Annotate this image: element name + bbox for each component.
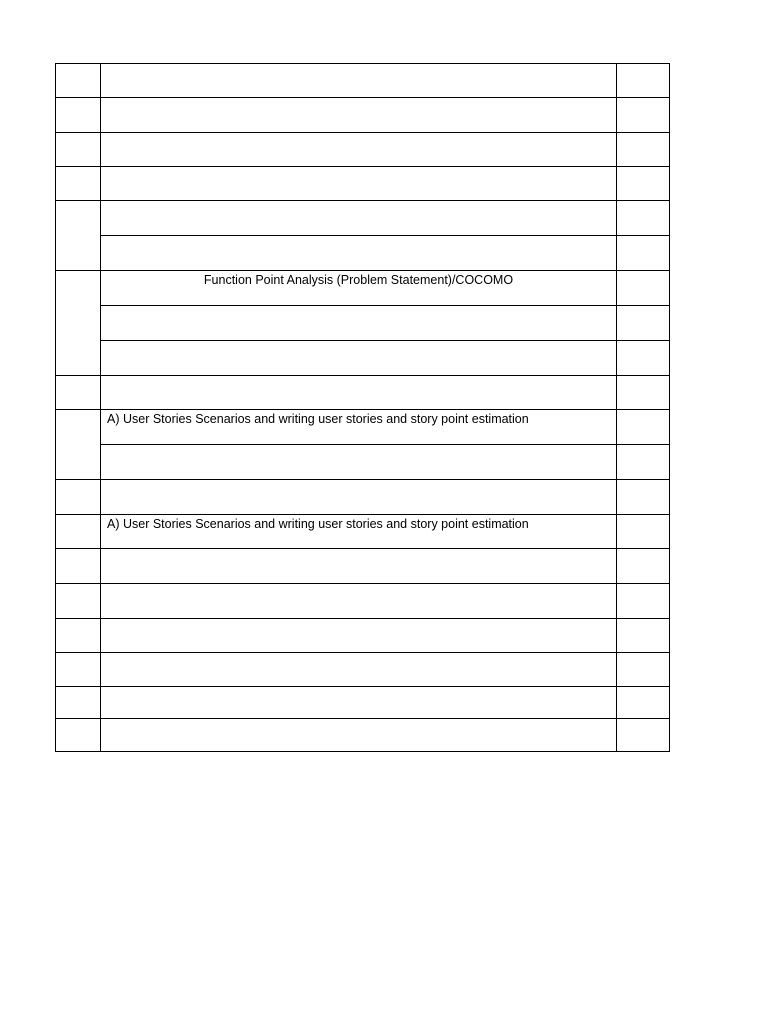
mark-cell [616, 305, 670, 341]
title-cell [100, 618, 617, 653]
title-cell [100, 444, 617, 480]
index-cell [55, 686, 101, 719]
title-cell [100, 718, 617, 752]
title-cell [100, 548, 617, 584]
index-cell [55, 548, 101, 584]
title-cell [100, 479, 617, 515]
mark-cell [616, 583, 670, 619]
mark-cell [616, 479, 670, 515]
index-cell [55, 132, 101, 167]
row-title-text: A) User Stories Scenarios and writing user stories and story point estimation [107, 517, 529, 531]
title-cell [100, 409, 617, 445]
title-cell [100, 63, 617, 98]
mark-cell [616, 166, 670, 201]
index-cell [55, 718, 101, 752]
mark-cell [616, 718, 670, 752]
index-cell [55, 618, 101, 653]
index-cell [55, 583, 101, 619]
mark-cell [616, 618, 670, 653]
index-cell [55, 97, 101, 133]
mark-cell [616, 97, 670, 133]
index-cell [55, 200, 101, 271]
row-title-text: A) User Stories Scenarios and writing user stories and story point estimation [107, 412, 529, 426]
mark-cell [616, 200, 670, 236]
title-cell [100, 200, 617, 236]
mark-cell [616, 548, 670, 584]
title-cell [100, 340, 617, 376]
title-cell [100, 583, 617, 619]
index-cell [55, 375, 101, 410]
title-cell [100, 375, 617, 410]
index-cell [55, 652, 101, 687]
title-cell [100, 97, 617, 133]
index-cell [55, 479, 101, 515]
index-cell [55, 270, 101, 376]
mark-cell [616, 270, 670, 306]
mark-cell [616, 686, 670, 719]
title-cell [100, 305, 617, 341]
title-cell [100, 235, 617, 271]
title-cell [100, 270, 617, 306]
mark-cell [616, 235, 670, 271]
title-cell [100, 132, 617, 167]
mark-cell [616, 63, 670, 98]
index-cell [55, 409, 101, 480]
mark-cell [616, 652, 670, 687]
mark-cell [616, 340, 670, 376]
mark-cell [616, 375, 670, 410]
title-cell [100, 686, 617, 719]
title-cell [100, 514, 617, 549]
title-cell [100, 166, 617, 201]
title-cell [100, 652, 617, 687]
index-cell [55, 166, 101, 201]
mark-cell [616, 514, 670, 549]
mark-cell [616, 409, 670, 445]
mark-cell [616, 132, 670, 167]
index-cell [55, 514, 101, 549]
row-title-text: Function Point Analysis (Problem Statement)/COCOMO [203, 273, 514, 287]
mark-cell [616, 444, 670, 480]
index-cell [55, 63, 101, 98]
